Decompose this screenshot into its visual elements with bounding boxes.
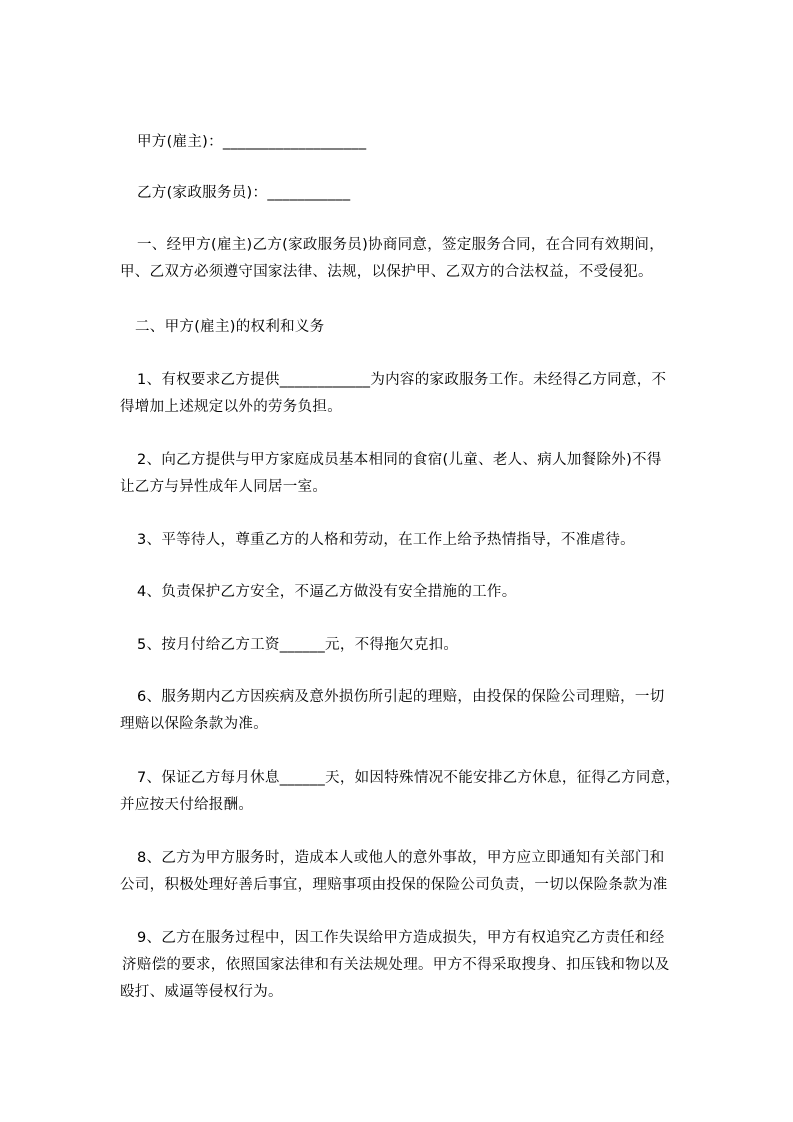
clause-1-line: 甲、乙双方必须遵守国家法律、法规，以保护甲、乙双方的合法权益，不受侵犯。	[120, 264, 653, 280]
item-3-line: 3、平等待人，尊重乙方的人格和劳动，在工作上给予热情指导，不准虐待。	[137, 532, 635, 548]
item-8-line: 公司，积极处理好善后事宜，理赔事项由投保的保险公司负责，一切以保险条款为准	[120, 877, 668, 893]
item-9-line: 济赔偿的要求，依照国家法律和有关法规处理。甲方不得采取搜身、扣压钱和物以及	[122, 957, 670, 973]
item-2-line: 让乙方与异性成年人同居一室。	[120, 479, 328, 495]
item-1-line: 1、有权要求乙方提供____________为内容的家政服务工作。未经得乙方同意，不	[137, 372, 667, 388]
item-9-line: 殴打、威逼等侵权行为。	[120, 984, 283, 1000]
item-2-line: 2、向乙方提供与甲方家庭成员基本相同的食宿(儿童、老人、病人加餐除外)不得	[137, 452, 662, 468]
item-4-line: 4、负责保护乙方安全，不逼乙方做没有安全措施的工作。	[137, 584, 517, 600]
item-7-line: 7、保证乙方每月休息______天，如因特殊情况不能安排乙方休息，征得乙方同意，	[137, 770, 681, 786]
item-5-line: 5、按月付给乙方工资______元，不得拖欠克扣。	[137, 637, 459, 653]
item-6-line: 6、服务期内乙方因疾病及意外损伤所引起的理赔，由投保的保险公司理赔，一切	[137, 689, 665, 705]
clause-1-line: 一、经甲方(雇主)乙方(家政服务员)协商同意，签定服务合同，在合同有效期间，	[137, 237, 665, 253]
item-9-line: 9、乙方在服务过程中，因工作失误给甲方造成损失，甲方有权追究乙方责任和经	[137, 930, 665, 946]
item-6-line: 理赔以保险条款为准。	[120, 716, 268, 732]
item-1-line: 得增加上述规定以外的劳务负担。	[120, 399, 342, 415]
section-heading: 二、甲方(雇主)的权利和义务	[135, 319, 325, 335]
party-a-line: 甲方(雇主)：___________________	[137, 134, 367, 150]
item-7-line: 并应按天付给报酬。	[120, 797, 254, 813]
party-b-line: 乙方(家政服务员)：___________	[137, 185, 351, 201]
item-8-line: 8、乙方为甲方服务时，造成本人或他人的意外事故，甲方应立即通知有关部门和	[137, 850, 665, 866]
